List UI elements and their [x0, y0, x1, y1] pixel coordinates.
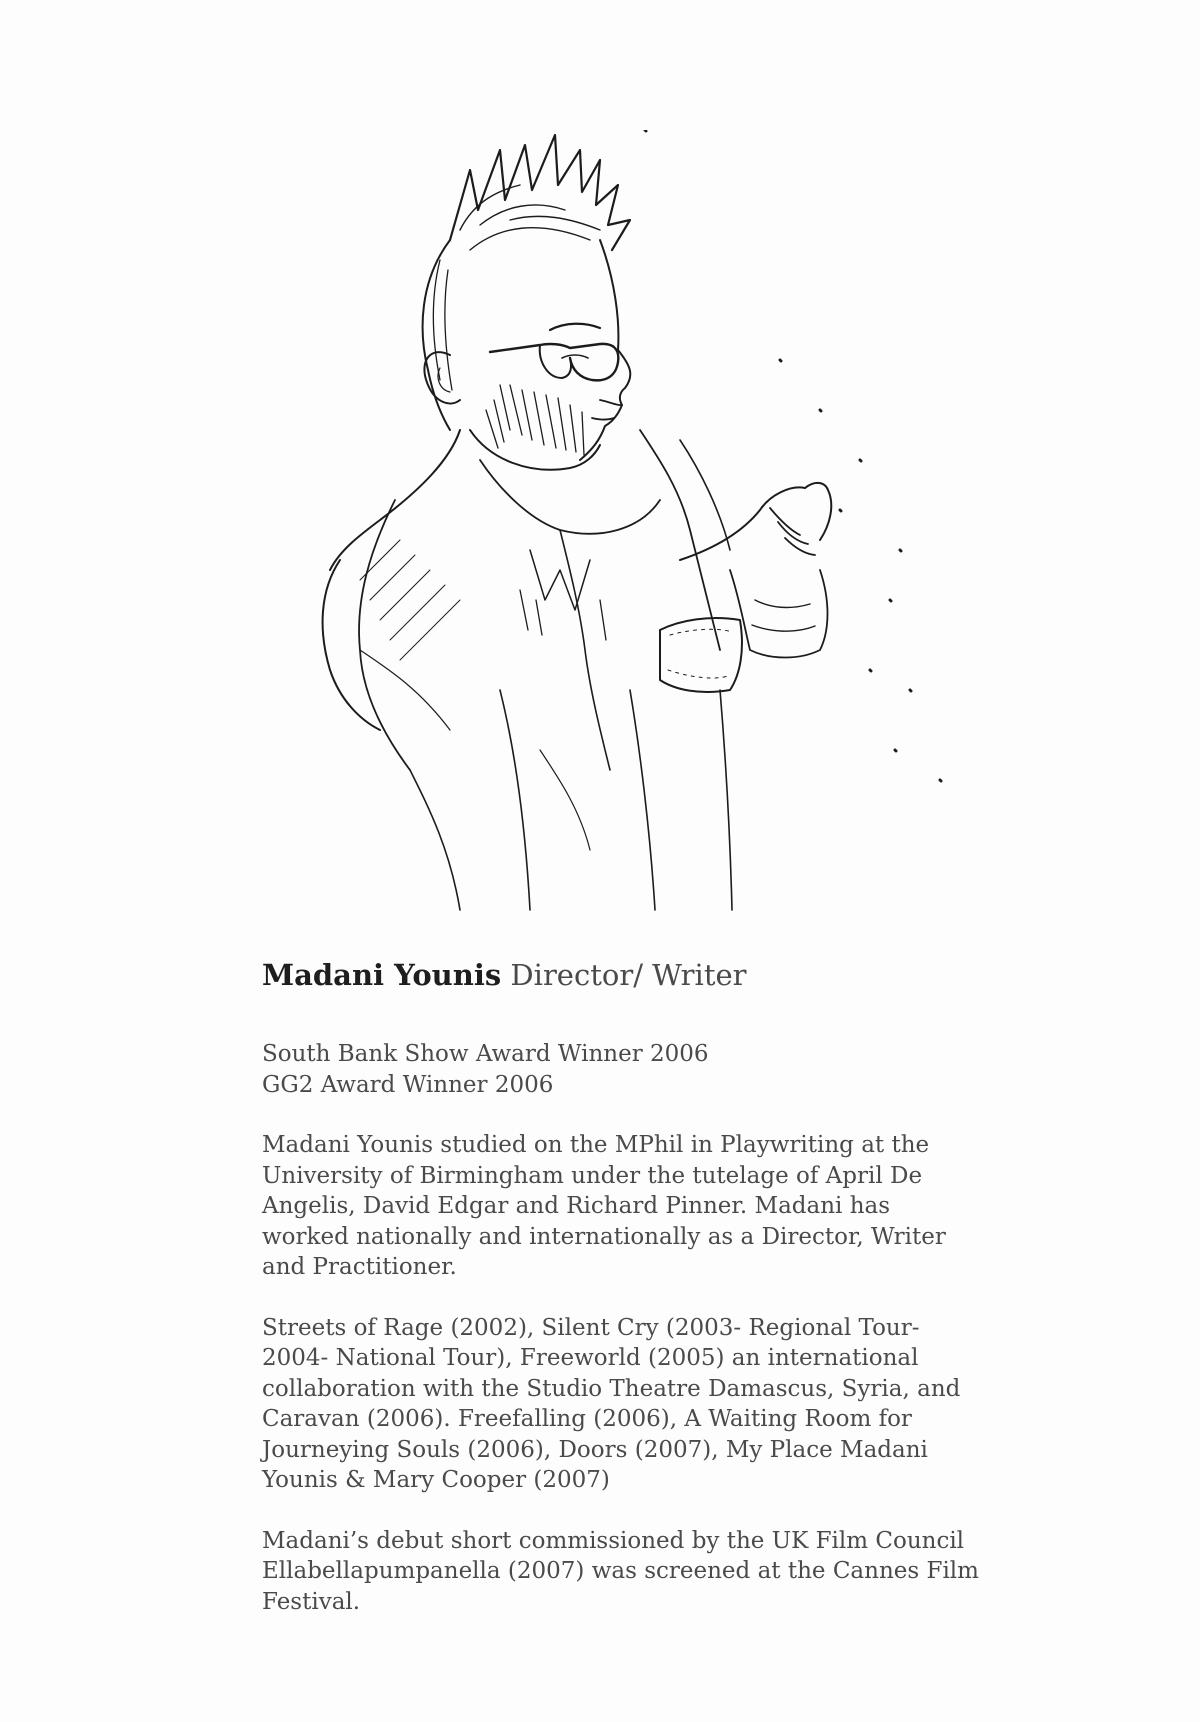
text-line: Ellabellapumpanella (2007) was screened at the Cannes Film	[262, 1558, 979, 1584]
text-line: Journeying Souls (2006), Doors (2007), My Place Madani	[262, 1436, 928, 1463]
text-line: Angelis, David Edgar and Richard Pinner. Madani has	[262, 1193, 891, 1219]
text-line: collaboration with the Studio Theatre Damascus, Syria, and	[262, 1375, 961, 1402]
text-line: 2004- National Tour), Freeworld (2005) an international	[262, 1345, 919, 1371]
text-line: Caravan (2006). Freefalling (2006), A Waiting Room for	[262, 1406, 912, 1432]
bio-heading	[262, 955, 942, 995]
person-name: Madani Younis	[262, 958, 502, 992]
text-line: Madani’s debut short commissioned by the UK Film Council	[262, 1527, 965, 1554]
bio-section	[262, 955, 979, 1647]
text-line: and Practitioner.	[262, 1254, 457, 1280]
person-role: Director/ Writer	[510, 958, 747, 992]
award-line: South Bank Show Award Winner 2006	[262, 1041, 709, 1067]
works-paragraph	[262, 1313, 961, 1496]
award-line: GG2 Award Winner 2006	[262, 1071, 554, 1098]
text-line: Festival.	[262, 1588, 361, 1615]
text-line: Streets of Rage (2002), Silent Cry (2003- Regional Tour-	[262, 1314, 920, 1341]
portrait-sketch-image	[300, 130, 960, 920]
awards-paragraph	[262, 1039, 942, 1100]
education-paragraph	[262, 1130, 946, 1283]
text-line: Younis & Mary Cooper (2007)	[262, 1467, 610, 1493]
film-paragraph	[262, 1526, 979, 1618]
text-line: Madani Younis studied on the MPhil in Playwriting at the	[262, 1132, 930, 1158]
text-line: University of Birmingham under the tutelage of April De	[262, 1162, 923, 1189]
text-line: worked nationally and internationally as a Director, Writer	[262, 1223, 946, 1250]
